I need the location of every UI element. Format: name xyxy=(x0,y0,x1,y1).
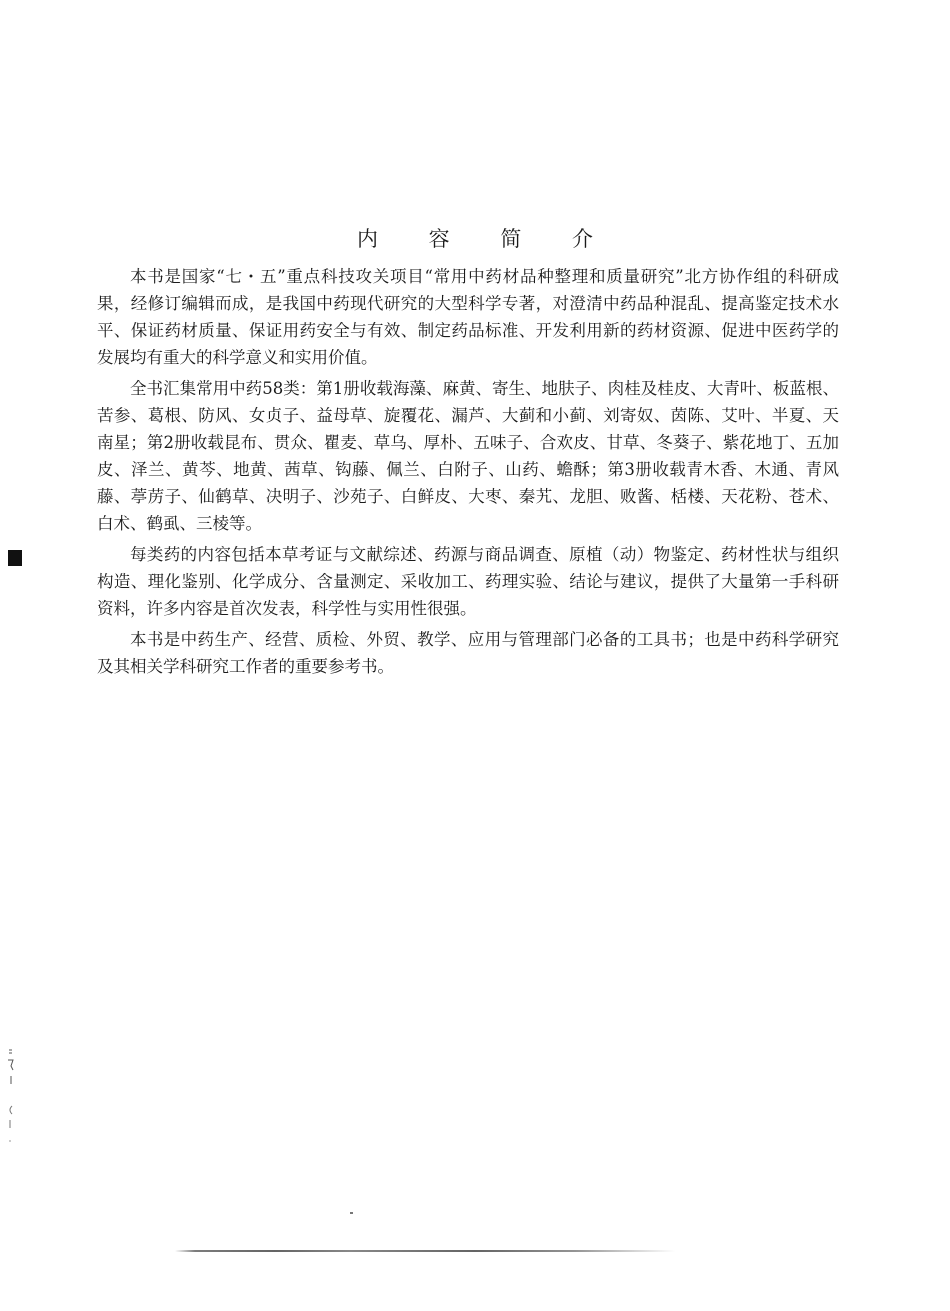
paragraph: 全书汇集常用中药58类：第1册收载海藻、麻黄、寄生、地肤子、肉桂及桂皮、大青叶、板蓝根、苦参、葛根、防风、女贞子、益母草、旋覆花、漏芦、大蓟和小蓟、刘寄奴、茵陈、艾叶、半夏、天南星；第2册收载昆布、贯众、瞿麦、草乌、厚朴、五味子、合欢皮、甘草、冬葵子、紫花地丁、五加皮、泽兰、黄芩、地黄、茜草、钩藤、佩兰、白附子、山药、蟾酥；第3册收载青木香、木通、青风藤、葶苈子、仙鹤草、决明子、沙苑子、白鲜皮、大枣、秦艽、龙胆、败酱、栝楼、天花粉、苍术、白术、鹤虱、三棱等。 xyxy=(97,379,839,533)
scan-margin-mark xyxy=(8,550,22,566)
paragraph: 每类药的内容包括本草考证与文献综述、药源与商品调查、原植（动）物鉴定、药材性状与组织构造、理化鉴别、化学成分、含量测定、采收加工、药理实验、结论与建议，提供了大量第一手科研资料，许多内容是首次发表，科学性与实用性很强。 xyxy=(97,545,839,618)
page-title: 内 容 简 介 xyxy=(356,227,616,251)
body-text xyxy=(97,263,839,684)
paragraph: 本书是国家“七・五”重点科技攻关项目“常用中药材品种整理和质量研究”北方协作组的科研成果，经修订编辑而成，是我国中药现代研究的大型科学专著，对澄清中药品种混乱、提高鉴定技术水平、保证药材质量、保证用药安全与有效、制定药品标准、开发利用新的药材资源、促进中医药学的发展均有重大的科学意义和实用价值。 xyxy=(97,267,839,367)
footer-scan-line xyxy=(175,1250,675,1252)
paragraph: 本书是中药生产、经营、质检、外贸、教学、应用与管理部门必备的工具书；也是中药科学研究及其相关学科研究工作者的重要参考书。 xyxy=(97,630,839,676)
margin-scan-artifact xyxy=(6,1048,16,1152)
scan-speck xyxy=(350,1212,353,1214)
